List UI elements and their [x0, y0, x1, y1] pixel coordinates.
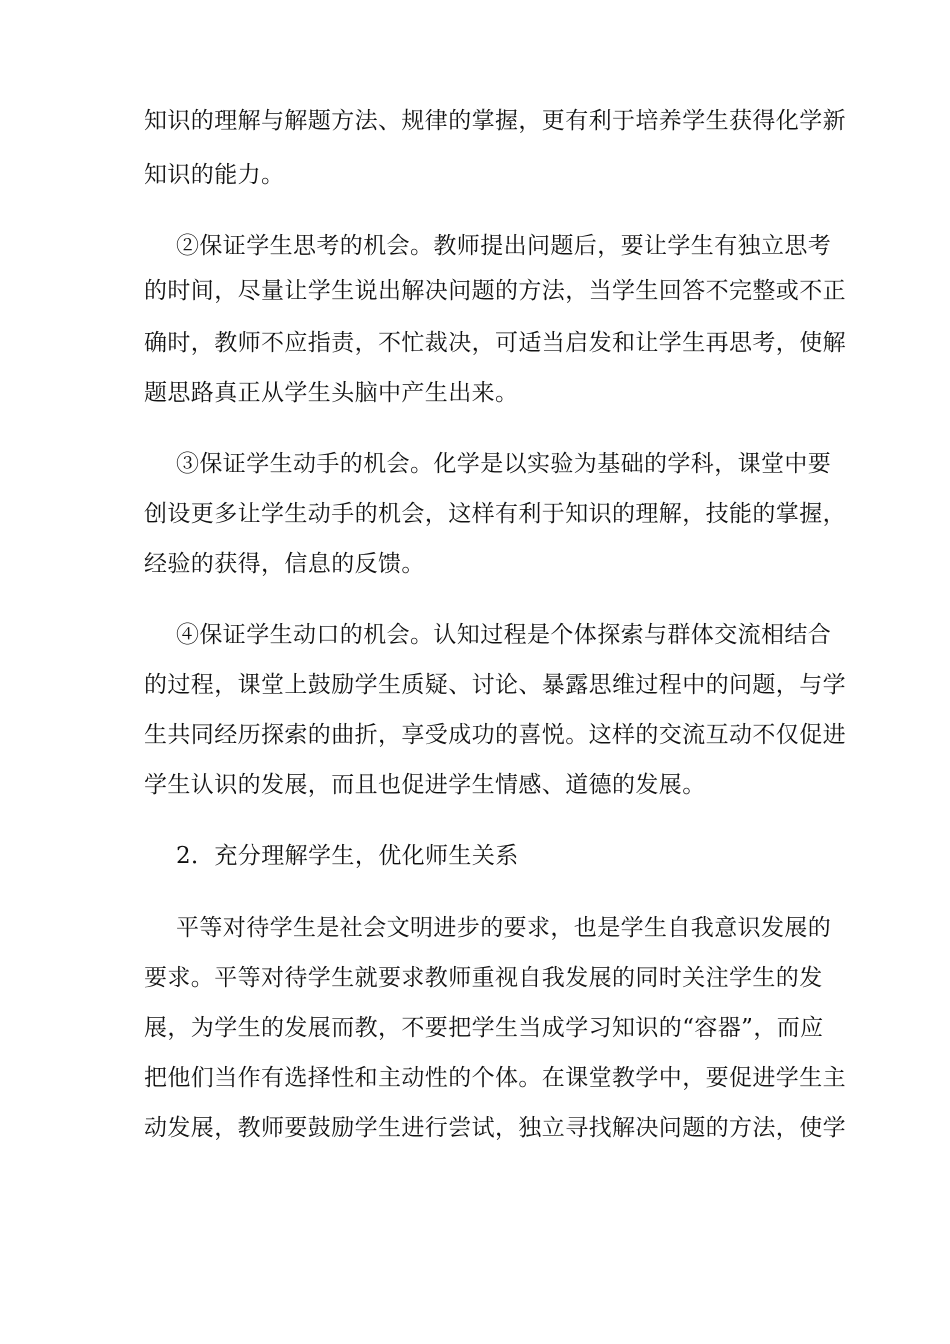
text-line: ④保证学生动口的机会。认知过程是个体探索与群体交流相结合	[176, 622, 832, 648]
text-line: 生共同经历探索的曲折，享受成功的喜悦。这样的交流互动不仅促进	[144, 722, 846, 748]
text-line: 把他们当作有选择性和主动性的个体。在课堂教学中，要促进学生主	[144, 1065, 846, 1091]
text-line: 知识的能力。	[144, 162, 285, 188]
text-line: ②保证学生思考的机会。教师提出问题后，要让学生有独立思考	[176, 233, 832, 259]
text-line: 创设更多让学生动手的机会，这样有利于知识的理解，技能的掌握，	[144, 501, 846, 527]
text-line: 的过程，课堂上鼓励学生质疑、讨论、暴露思维过程中的问题，与学	[144, 672, 846, 698]
text-line: 动发展，教师要鼓励学生进行尝试，独立寻找解决问题的方法，使学	[144, 1115, 846, 1141]
text-line: ③保证学生动手的机会。化学是以实验为基础的学科，课堂中要	[176, 451, 832, 477]
text-line: 平等对待学生是社会文明进步的要求，也是学生自我意识发展的	[176, 915, 832, 941]
text-line: 知识的理解与解题方法、规律的掌握，更有利于培养学生获得化学新	[144, 108, 846, 134]
text-line: 确时，教师不应指责，不忙裁决，可适当启发和让学生再思考，使解	[144, 330, 846, 356]
text-line: 题思路真正从学生头脑中产生出来。	[144, 380, 519, 406]
text-line: 要求。平等对待学生就要求教师重视自我发展的同时关注学生的发	[144, 965, 823, 991]
text-line: 展，为学生的发展而教，不要把学生当成学习知识的“容器”，而应	[144, 1015, 824, 1041]
text-line: 经验的获得，信息的反馈。	[144, 551, 425, 577]
text-line: 学生认识的发展，而且也促进学生情感、道德的发展。	[144, 772, 706, 798]
section-heading: 2．充分理解学生，优化师生关系	[176, 843, 519, 869]
text-line: 的时间，尽量让学生说出解决问题的方法，当学生回答不完整或不正	[144, 278, 846, 304]
